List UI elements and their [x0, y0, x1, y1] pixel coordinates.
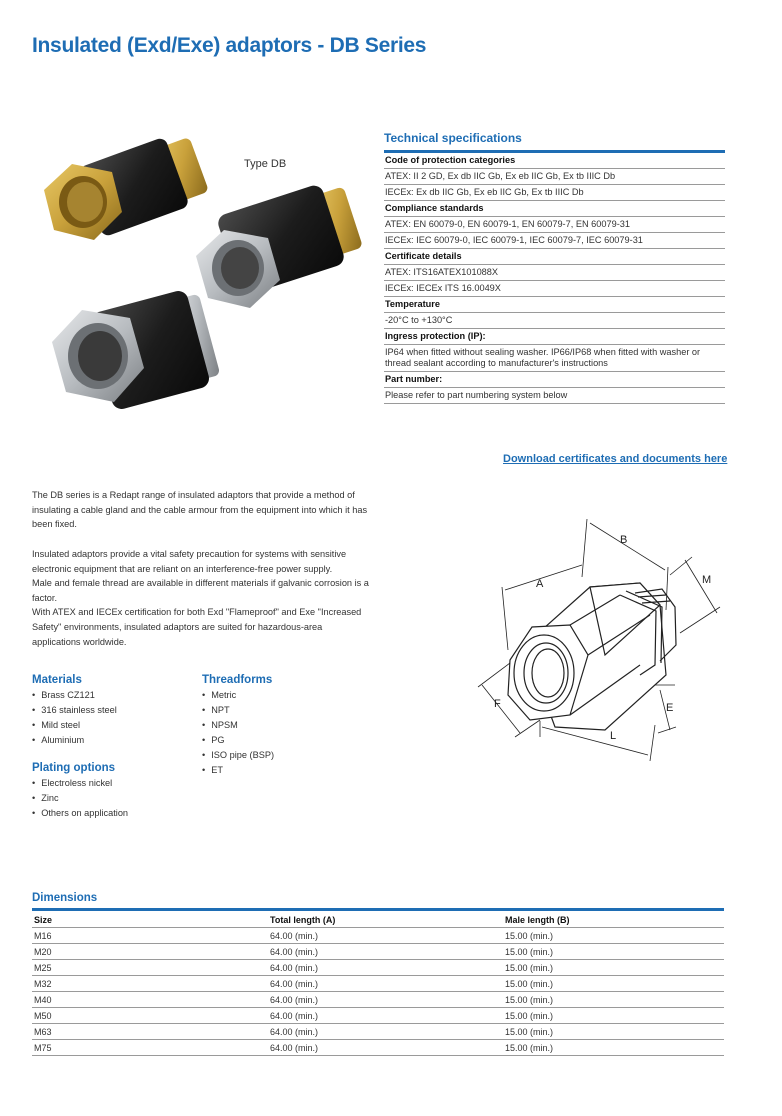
dim-label-f: F	[494, 698, 501, 710]
size-cell: M63	[32, 1024, 268, 1040]
male-length-cell: 15.00 (min.)	[503, 1024, 724, 1040]
spec-value: IECEx: Ex db IIC Gb, Ex eb IIC Gb, Ex tb IIIC Db	[384, 185, 725, 201]
spec-value: ATEX: EN 60079-0, EN 60079-1, EN 60079-7, EN 60079-31	[384, 217, 725, 233]
materials-list	[32, 688, 117, 748]
size-cell: M16	[32, 928, 268, 944]
total-length-cell: 64.00 (min.)	[268, 1040, 503, 1056]
spec-title: Technical specifications	[384, 131, 522, 145]
total-length-cell: 64.00 (min.)	[268, 960, 503, 976]
table-row	[32, 976, 724, 992]
dim-label-a: A	[536, 578, 544, 590]
dimension-drawing	[470, 515, 730, 765]
size-cell: M75	[32, 1040, 268, 1056]
table-row	[32, 960, 724, 976]
list-item: • Electroless nickel	[32, 776, 128, 791]
technical-specifications	[384, 131, 725, 404]
plating-list	[32, 776, 128, 821]
spec-heading: Part number:	[384, 372, 725, 388]
size-cell: M25	[32, 960, 268, 976]
detail-line: Male and female thread are available in different materials if galvanic corrosion is a factor.	[32, 578, 369, 603]
column-header-size: Size	[32, 910, 268, 928]
total-length-cell: 64.00 (min.)	[268, 944, 503, 960]
table-row	[32, 992, 724, 1008]
list-item: • ET	[202, 763, 274, 778]
spec-rows	[384, 153, 725, 404]
list-item: • PG	[202, 733, 274, 748]
detail-line: Insulated adaptors provide a vital safety precaution for systems with sensitive electronic equipment that are reliant on an interference-free power supply.	[32, 549, 347, 574]
total-length-cell: 64.00 (min.)	[268, 992, 503, 1008]
threadforms-title: Threadforms	[202, 674, 273, 686]
adaptor-steel	[52, 289, 220, 411]
spec-value: ATEX: ITS16ATEX101088X	[384, 265, 725, 281]
male-length-cell: 15.00 (min.)	[503, 944, 724, 960]
spec-value: Please refer to part numbering system below	[384, 388, 725, 404]
list-item: • NPSM	[202, 718, 274, 733]
table-row	[32, 1024, 724, 1040]
size-cell: M40	[32, 992, 268, 1008]
list-item: • NPT	[202, 703, 274, 718]
column-header-total-length: Total length (A)	[268, 910, 503, 928]
total-length-cell: 64.00 (min.)	[268, 1024, 503, 1040]
dim-label-l: L	[610, 730, 617, 742]
male-length-cell: 15.00 (min.)	[503, 976, 724, 992]
spec-heading: Compliance standards	[384, 201, 725, 217]
product-photo	[30, 120, 370, 440]
list-item: • Zinc	[32, 791, 128, 806]
spec-heading: Ingress protection (IP):	[384, 329, 725, 345]
male-length-cell: 15.00 (min.)	[503, 960, 724, 976]
table-header-row	[32, 910, 724, 928]
male-length-cell: 15.00 (min.)	[503, 992, 724, 1008]
spec-value: IP64 when fitted without sealing washer. IP66/IP68 when fitted with washer or thread sealant according to manufacturer's instructions	[384, 345, 725, 372]
intro-paragraph: The DB series is a Redapt range of insulated adaptors that provide a method of insulating a cable gland and the cable armour from the equipment into which it has been fixed.	[32, 490, 368, 530]
size-cell: M32	[32, 976, 268, 992]
dimensions-table-body	[32, 928, 724, 1056]
male-length-cell: 15.00 (min.)	[503, 1040, 724, 1056]
list-item: • ISO pipe (BSP)	[202, 748, 274, 763]
dim-label-e: E	[666, 702, 674, 714]
size-cell: M50	[32, 1008, 268, 1024]
materials-title: Materials	[32, 674, 82, 686]
male-length-cell: 15.00 (min.)	[503, 928, 724, 944]
detail-line: With ATEX and IECEx certification for both Exd "Flameproof" and Exe "Increased Safety" environments, insulated adaptors are suited for hazardous-area applications worldwide.	[32, 607, 362, 647]
list-item: • Aluminium	[32, 733, 117, 748]
list-item: • Metric	[202, 688, 274, 703]
spec-heading: Temperature	[384, 297, 725, 313]
male-length-cell: 15.00 (min.)	[503, 1008, 724, 1024]
table-row	[32, 944, 724, 960]
total-length-cell: 64.00 (min.)	[268, 976, 503, 992]
page-title: Insulated (Exd/Exe) adaptors - DB Series	[32, 34, 427, 57]
adaptor-brass	[44, 136, 209, 240]
dimensions-table	[32, 908, 724, 1056]
dimensions-title: Dimensions	[32, 892, 98, 904]
dim-label-b: B	[620, 534, 628, 546]
table-row	[32, 1008, 724, 1024]
total-length-cell: 64.00 (min.)	[268, 928, 503, 944]
list-item: • Brass CZ121	[32, 688, 117, 703]
threadforms-list	[202, 688, 274, 778]
column-header-male-length: Male length (B)	[503, 910, 724, 928]
spec-value: IECEx: IECEx ITS 16.0049X	[384, 281, 725, 297]
spec-value: -20°C to +130°C	[384, 313, 725, 329]
download-certificates-link[interactable]: Download certificates and documents here	[503, 453, 728, 465]
adaptor-steel-brass	[196, 183, 363, 308]
spec-value: IECEx: IEC 60079-0, IEC 60079-1, IEC 60079-7, IEC 60079-31	[384, 233, 725, 249]
dim-label-m: M	[702, 574, 712, 586]
type-label: Type DB	[244, 158, 287, 170]
table-row	[32, 928, 724, 944]
size-cell: M20	[32, 944, 268, 960]
spec-heading: Code of protection categories	[384, 153, 725, 169]
list-item: • Others on application	[32, 806, 128, 821]
list-item: • Mild steel	[32, 718, 117, 733]
table-row	[32, 1040, 724, 1056]
detail-paragraph	[32, 547, 372, 649]
spec-heading: Certificate details	[384, 249, 725, 265]
spec-value: ATEX: II 2 GD, Ex db IIC Gb, Ex eb IIC Gb, Ex tb IIIC Db	[384, 169, 725, 185]
list-item: • 316 stainless steel	[32, 703, 117, 718]
plating-title: Plating options	[32, 762, 116, 774]
total-length-cell: 64.00 (min.)	[268, 1008, 503, 1024]
